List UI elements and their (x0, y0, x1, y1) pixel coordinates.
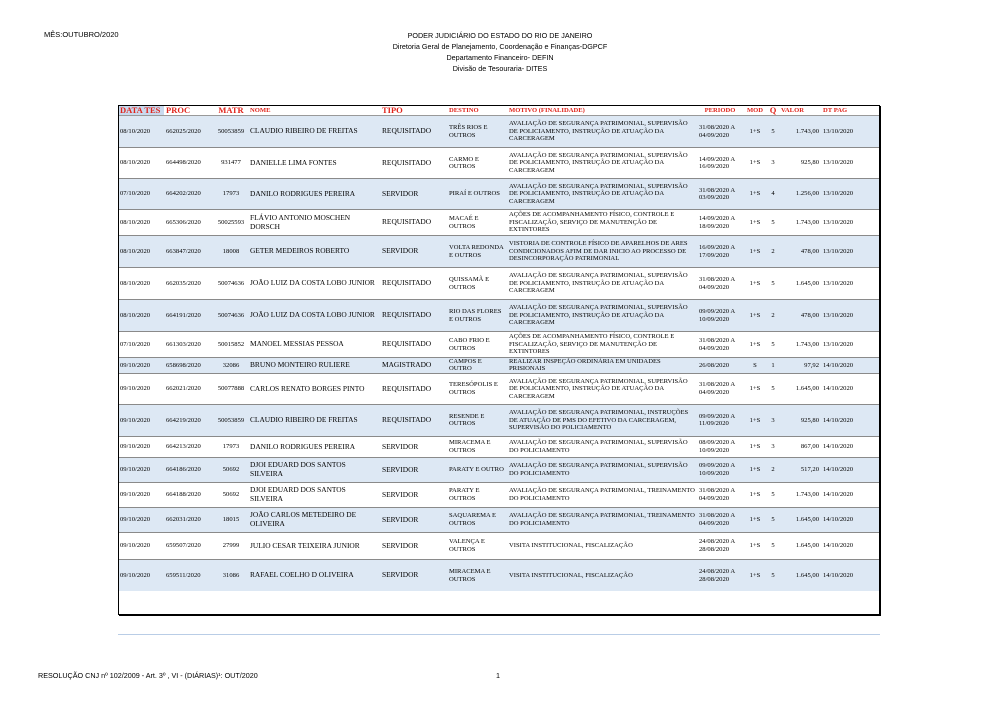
cell-tipo: SERVIDOR (380, 436, 447, 457)
cell-tipo: REQUISITADO (380, 148, 447, 179)
table-row (118, 300, 880, 332)
cell-nome: DANIELLE LIMA FONTES (248, 148, 380, 179)
cell-nome: DANILO RODRIGUES PEREIRA (248, 179, 380, 210)
cell-tipo: REQUISITADO (380, 300, 447, 332)
cell-tipo: REQUISITADO (380, 116, 447, 148)
table-row (118, 268, 880, 300)
cell-tipo: REQUISITADO (380, 373, 447, 404)
cell-proc: 664188/2020 (164, 482, 214, 507)
cell-destino: MACAÉ E OUTROS (447, 210, 507, 236)
cell-nome: MANOEL MESSIAS PESSOA (248, 332, 380, 358)
cell-matr: 18008 (214, 236, 248, 268)
cell-motivo: AVALIAÇÃO DE SEGURANÇA PATRIMONIAL, SUPERVISÃO DE POLICIAMENTO, INSTRUÇÃO DE ATUAÇÃO DA CARCERAGEM (507, 268, 697, 300)
cell-motivo: AVALIAÇÃO DE SEGURANÇA PATRIMONIAL, SUPERVISÃO DE POLICIAMENTO, INSTRUÇÃO DE ATUAÇÃO DA CARCERAGEM (507, 148, 697, 179)
cell-motivo: AÇÕES DE ACOMPANHAMENTO FÍSICO, CONTROLE E FISCALIZAÇÃO, SERVIÇO DE MANUTENÇÃO DE EXTINTORES (507, 210, 697, 236)
cell-tipo: SERVIDOR (380, 507, 447, 532)
cell-data-tes: 09/10/2020 (118, 457, 164, 482)
cell-matr: 31086 (214, 559, 248, 591)
footer-resolution: RESOLUÇÃO CNJ nº 102/2009 - Art. 3º , VI - (DIÁRIAS)¹: OUT/2020 (38, 671, 258, 680)
cell-mod: 1+S (743, 179, 767, 210)
col-header-matr: MATR (214, 105, 248, 116)
cell-destino: MIRACEMA E OUTROS (447, 559, 507, 591)
cell-mod: 1+S (743, 404, 767, 436)
cell-nome: JOÃO LUIZ DA COSTA LOBO JUNIOR (248, 300, 380, 332)
document-header (0, 30, 1000, 74)
cell-valor: 1.645,00 (779, 532, 821, 559)
cell-data-tes: 09/10/2020 (118, 532, 164, 559)
cell-matr: 50692 (214, 457, 248, 482)
month-label: MÊS:OUTUBRO/2020 (44, 30, 119, 39)
header-line-2: Diretoria Geral de Planejamento, Coordenação e Finanças-DGPCF (392, 42, 608, 51)
cell-data-tes: 08/10/2020 (118, 148, 164, 179)
cell-periodo: 31/08/2020 A 04/09/2020 (697, 507, 743, 532)
cell-mod: 1+S (743, 482, 767, 507)
cell-periodo: 31/08/2020 A 04/09/2020 (697, 482, 743, 507)
cell-matr: 50074636 (214, 300, 248, 332)
cell-tipo: MAGISTRADO (380, 358, 447, 374)
cell-destino: PIRAÍ E OUTROS (447, 179, 507, 210)
cell-data-tes: 09/10/2020 (118, 482, 164, 507)
cell-data-tes: 07/10/2020 (118, 179, 164, 210)
cell-q: 2 (767, 457, 779, 482)
cell-motivo: AVALIAÇÃO DE SEGURANÇA PATRIMONIAL, INSTRUÇÕES DE ATUAÇÃO DE PMS DO EFETIVO DA CARCERAGEM, SUPERVISÃO DO POLICIAMENTO (507, 404, 697, 436)
cell-matr: 17973 (214, 436, 248, 457)
cell-destino: RIO DAS FLORES E OUTROS (447, 300, 507, 332)
page-number: 1 (496, 671, 500, 680)
col-header-motivo: MOTIVO (FINALIDADE) (507, 105, 697, 116)
table-row (118, 210, 880, 236)
cell-destino: CABO FRIO E OUTROS (447, 332, 507, 358)
cell-periodo: 31/08/2020 A 04/09/2020 (697, 332, 743, 358)
col-header-nome: NOME (248, 105, 380, 116)
cell-nome: CARLOS RENATO BORGES PINTO (248, 373, 380, 404)
table-row (118, 559, 880, 591)
cell-q: 4 (767, 179, 779, 210)
cell-nome: CLAUDIO RIBEIRO DE FREITAS (248, 116, 380, 148)
cell-proc: 662035/2020 (164, 268, 214, 300)
table-row (118, 373, 880, 404)
cell-periodo: 31/08/2020 A 04/09/2020 (697, 268, 743, 300)
cell-nome: CLAUDIO RIBEIRO DE FREITAS (248, 404, 380, 436)
cell-mod: 1+S (743, 373, 767, 404)
cell-motivo: AVALIAÇÃO DE SEGURANÇA PATRIMONIAL, SUPERVISÃO DE POLICIAMENTO, INSTRUÇÃO DE ATUAÇÃO DA CARCERAGEM (507, 116, 697, 148)
cell-mod: 1+S (743, 210, 767, 236)
table-row (118, 482, 880, 507)
cell-motivo: AVALIAÇÃO DE SEGURANÇA PATRIMONIAL, TREINAMENTO DO POLICIAMENTO (507, 482, 697, 507)
cell-tipo: REQUISITADO (380, 332, 447, 358)
table-row (118, 236, 880, 268)
cell-valor: 1.743,00 (779, 332, 821, 358)
cell-mod: 1+S (743, 116, 767, 148)
cell-mod: 1+S (743, 332, 767, 358)
cell-q: 3 (767, 148, 779, 179)
col-header-q: Q (767, 105, 779, 116)
cell-destino: TERESÓPOLIS E OUTROS (447, 373, 507, 404)
cell-nome: GETER MEDEIROS ROBERTO (248, 236, 380, 268)
cell-q: 1 (767, 358, 779, 374)
cell-proc: 664219/2020 (164, 404, 214, 436)
cell-motivo: AVALIAÇÃO DE SEGURANÇA PATRIMONIAL, SUPERVISÃO DO POLICIAMENTO (507, 436, 697, 457)
cell-proc: 658698/2020 (164, 358, 214, 374)
cell-mod: 1+S (743, 300, 767, 332)
cell-motivo: AÇÕES DE ACOMPANHAMENTO FÍSICO, CONTROLE E FISCALIZAÇÃO, SERVIÇO DE MANUTENÇÃO DE EXTINTORES (507, 332, 697, 358)
cell-destino: PARATY E OUTROS (447, 482, 507, 507)
cell-matr: 931477 (214, 148, 248, 179)
col-header-mod: MOD (743, 105, 767, 116)
cell-data-tes: 07/10/2020 (118, 332, 164, 358)
cell-dt-pag: 14/10/2020 (821, 436, 880, 457)
cell-matr: 18015 (214, 507, 248, 532)
cell-periodo: 24/08/2020 A 28/08/2020 (697, 532, 743, 559)
table-row (118, 332, 880, 358)
cell-valor: 925,80 (779, 148, 821, 179)
cell-mod: S (743, 358, 767, 374)
cell-valor: 867,00 (779, 436, 821, 457)
cell-tipo: REQUISITADO (380, 268, 447, 300)
cell-proc: 662021/2020 (164, 373, 214, 404)
cell-valor: 478,00 (779, 236, 821, 268)
cell-proc: 659511/2020 (164, 559, 214, 591)
cell-valor: 1.256,00 (779, 179, 821, 210)
cell-mod: 1+S (743, 436, 767, 457)
cell-periodo: 14/09/2020 A 16/09/2020 (697, 148, 743, 179)
cell-dt-pag: 14/10/2020 (821, 482, 880, 507)
cell-proc: 664186/2020 (164, 457, 214, 482)
cell-data-tes: 09/10/2020 (118, 436, 164, 457)
cell-matr: 50077888 (214, 373, 248, 404)
cell-periodo: 09/09/2020 A 10/09/2020 (697, 457, 743, 482)
cell-nome: DANILO RODRIGUES PEREIRA (248, 436, 380, 457)
cell-periodo: 24/08/2020 A 28/08/2020 (697, 559, 743, 591)
cell-dt-pag: 13/10/2020 (821, 148, 880, 179)
table-row (118, 457, 880, 482)
cell-periodo: 31/08/2020 A 03/09/2020 (697, 179, 743, 210)
cell-nome: RAFAEL COELHO D OLIVEIRA (248, 559, 380, 591)
cell-motivo: AVALIAÇÃO DE SEGURANÇA PATRIMONIAL, SUPERVISÃO DO POLICIAMENTO (507, 457, 697, 482)
cell-proc: 662031/2020 (164, 507, 214, 532)
cell-dt-pag: 13/10/2020 (821, 268, 880, 300)
cell-nome: JOÃO CARLOS METEDEIRO DE OLIVEIRA (248, 507, 380, 532)
cell-data-tes: 08/10/2020 (118, 268, 164, 300)
cell-dt-pag: 13/10/2020 (821, 179, 880, 210)
table-header-row (118, 105, 880, 116)
cell-valor: 1.743,00 (779, 482, 821, 507)
cell-nome: FLÁVIO ANTONIO MOSCHEN DORSCH (248, 210, 380, 236)
cell-destino: CAMPOS E OUTRO (447, 358, 507, 374)
cell-matr: 50053859 (214, 116, 248, 148)
cell-q: 5 (767, 116, 779, 148)
col-header-destino: DESTINO (447, 105, 507, 116)
table-row (118, 532, 880, 559)
cell-data-tes: 09/10/2020 (118, 559, 164, 591)
cell-q: 5 (767, 532, 779, 559)
cell-tipo: SERVIDOR (380, 179, 447, 210)
cell-matr: 50025593 (214, 210, 248, 236)
cell-data-tes: 09/10/2020 (118, 358, 164, 374)
cell-dt-pag: 14/10/2020 (821, 358, 880, 374)
table-row (118, 436, 880, 457)
diarias-table-wrapper (118, 105, 880, 591)
cell-periodo: 14/09/2020 A 18/09/2020 (697, 210, 743, 236)
cell-q: 5 (767, 559, 779, 591)
cell-proc: 664498/2020 (164, 148, 214, 179)
cell-mod: 1+S (743, 236, 767, 268)
col-header-periodo: PERIODO (697, 105, 743, 116)
cell-proc: 661303/2020 (164, 332, 214, 358)
table-row (118, 116, 880, 148)
cell-destino: PARATY E OUTRO (447, 457, 507, 482)
cell-dt-pag: 14/10/2020 (821, 532, 880, 559)
cell-proc: 664202/2020 (164, 179, 214, 210)
header-line-1: PODER JUDICIÁRIO DO ESTADO DO RIO DE JANEIRO (407, 31, 593, 40)
cell-matr: 32086 (214, 358, 248, 374)
cell-destino: MIRACEMA E OUTROS (447, 436, 507, 457)
cell-matr: 50074636 (214, 268, 248, 300)
cell-dt-pag: 14/10/2020 (821, 457, 880, 482)
cell-motivo: REALIZAR INSPEÇÃO ORDINÁRIA EM UNIDADES PRISIONAIS (507, 358, 697, 374)
cell-proc: 664191/2020 (164, 300, 214, 332)
cell-q: 2 (767, 300, 779, 332)
cell-valor: 1.743,00 (779, 116, 821, 148)
col-header-proc: PROC (164, 105, 214, 116)
cell-valor: 1.743,00 (779, 210, 821, 236)
footer-divider (118, 634, 880, 635)
cell-periodo: 26/08/2020 (697, 358, 743, 374)
cell-proc: 659507/2020 (164, 532, 214, 559)
cell-motivo: VISITA INSTITUCIONAL, FISCALIZAÇÃO (507, 559, 697, 591)
cell-nome: DJOI EDUARD DOS SANTOS SILVEIRA (248, 482, 380, 507)
cell-matr: 50015852 (214, 332, 248, 358)
cell-q: 3 (767, 404, 779, 436)
cell-data-tes: 08/10/2020 (118, 236, 164, 268)
cell-valor: 1.645,00 (779, 268, 821, 300)
cell-dt-pag: 13/10/2020 (821, 236, 880, 268)
cell-destino: QUISSAMÃ E OUTROS (447, 268, 507, 300)
cell-q: 5 (767, 332, 779, 358)
cell-tipo: SERVIDOR (380, 482, 447, 507)
cell-data-tes: 09/10/2020 (118, 507, 164, 532)
cell-mod: 1+S (743, 559, 767, 591)
cell-mod: 1+S (743, 268, 767, 300)
cell-destino: TRÊS RIOS E OUTROS (447, 116, 507, 148)
cell-nome: BRUNO MONTEIRO RULIERE (248, 358, 380, 374)
table-row (118, 507, 880, 532)
cell-nome: JULIO CESAR TEIXEIRA JUNIOR (248, 532, 380, 559)
cell-destino: VOLTA REDONDA E OUTROS (447, 236, 507, 268)
cell-valor: 1.645,00 (779, 507, 821, 532)
cell-destino: VALENÇA E OUTROS (447, 532, 507, 559)
cell-dt-pag: 13/10/2020 (821, 210, 880, 236)
cell-motivo: AVALIAÇÃO DE SEGURANÇA PATRIMONIAL, SUPERVISÃO DE POLICIAMENTO, INSTRUÇÃO DE ATUAÇÃO DA CARCERAGEM (507, 300, 697, 332)
cell-motivo: AVALIAÇÃO DE SEGURANÇA PATRIMONIAL, SUPERVISÃO DE POLICIAMENTO, INSTRUÇÃO DE ATUAÇÃO DA CARCERAGEM (507, 373, 697, 404)
cell-q: 3 (767, 436, 779, 457)
cell-destino: CARMO E OUTROS (447, 148, 507, 179)
col-header-tipo: TIPO (380, 105, 447, 116)
cell-valor: 1.645,00 (779, 559, 821, 591)
cell-valor: 478,00 (779, 300, 821, 332)
cell-tipo: REQUISITADO (380, 210, 447, 236)
cell-valor: 517,20 (779, 457, 821, 482)
header-line-4: Divisão de Tesouraria- DITES (452, 64, 548, 73)
table-row (118, 358, 880, 374)
col-header-dt-pag: DT PAG (821, 105, 880, 116)
cell-dt-pag: 14/10/2020 (821, 559, 880, 591)
cell-matr: 50053859 (214, 404, 248, 436)
diarias-table (118, 105, 880, 591)
cell-nome: JOÃO LUIZ DA COSTA LOBO JUNIOR (248, 268, 380, 300)
col-header-valor: VALOR (779, 105, 821, 116)
cell-valor: 1.645,00 (779, 373, 821, 404)
table-row (118, 179, 880, 210)
cell-valor: 925,80 (779, 404, 821, 436)
cell-q: 5 (767, 268, 779, 300)
cell-dt-pag: 13/10/2020 (821, 300, 880, 332)
cell-q: 5 (767, 507, 779, 532)
cell-valor: 97,92 (779, 358, 821, 374)
cell-data-tes: 08/10/2020 (118, 210, 164, 236)
cell-data-tes: 08/10/2020 (118, 116, 164, 148)
cell-q: 5 (767, 210, 779, 236)
cell-motivo: VISTORIA DE CONTROLE FÍSICO DE APARELHOS DE ARES CONDICIONADOS AFIM DE DAR INICIO AO PROCESSO DE DESINCORPORAÇÃO PATRIMONIAL (507, 236, 697, 268)
cell-q: 2 (767, 236, 779, 268)
cell-motivo: AVALIAÇÃO DE SEGURANÇA PATRIMONIAL, SUPERVISÃO DE POLICIAMENTO, INSTRUÇÃO DE ATUAÇÃO DA CARCERAGEM (507, 179, 697, 210)
cell-destino: SAQUAREMA E OUTROS (447, 507, 507, 532)
cell-dt-pag: 14/10/2020 (821, 404, 880, 436)
cell-proc: 663847/2020 (164, 236, 214, 268)
cell-matr: 27999 (214, 532, 248, 559)
cell-dt-pag: 13/10/2020 (821, 116, 880, 148)
table-body (118, 116, 880, 592)
cell-proc: 665306/2020 (164, 210, 214, 236)
cell-dt-pag: 14/10/2020 (821, 373, 880, 404)
col-header-data-tes: DATA TES (118, 105, 164, 116)
cell-q: 5 (767, 482, 779, 507)
cell-tipo: SERVIDOR (380, 559, 447, 591)
cell-periodo: 31/08/2020 A 04/09/2020 (697, 116, 743, 148)
cell-tipo: SERVIDOR (380, 457, 447, 482)
cell-dt-pag: 14/10/2020 (821, 507, 880, 532)
cell-destino: RESENDE E OUTROS (447, 404, 507, 436)
cell-q: 5 (767, 373, 779, 404)
table-row (118, 148, 880, 179)
table-row (118, 404, 880, 436)
cell-periodo: 09/09/2020 A 10/09/2020 (697, 300, 743, 332)
cell-tipo: SERVIDOR (380, 532, 447, 559)
cell-motivo: VISITA INSTITUCIONAL, FISCALIZAÇÃO (507, 532, 697, 559)
cell-periodo: 16/09/2020 A 17/09/2020 (697, 236, 743, 268)
cell-mod: 1+S (743, 507, 767, 532)
cell-tipo: REQUISITADO (380, 404, 447, 436)
cell-nome: DJOI EDUARD DOS SANTOS SILVEIRA (248, 457, 380, 482)
cell-tipo: SERVIDOR (380, 236, 447, 268)
cell-mod: 1+S (743, 457, 767, 482)
cell-matr: 17973 (214, 179, 248, 210)
cell-data-tes: 09/10/2020 (118, 373, 164, 404)
cell-proc: 664213/2020 (164, 436, 214, 457)
cell-data-tes: 09/10/2020 (118, 404, 164, 436)
cell-periodo: 31/08/2020 A 04/09/2020 (697, 373, 743, 404)
cell-dt-pag: 13/10/2020 (821, 332, 880, 358)
cell-periodo: 08/09/2020 A 10/09/2020 (697, 436, 743, 457)
cell-matr: 50692 (214, 482, 248, 507)
header-line-3: Departamento Financeiro- DEFIN (446, 53, 554, 62)
cell-mod: 1+S (743, 532, 767, 559)
cell-motivo: AVALIAÇÃO DE SEGURANÇA PATRIMONIAL, TREINAMENTO DO POLICIAMENTO (507, 507, 697, 532)
cell-proc: 662025/2020 (164, 116, 214, 148)
cell-periodo: 09/09/2020 A 11/09/2020 (697, 404, 743, 436)
cell-data-tes: 08/10/2020 (118, 300, 164, 332)
cell-mod: 1+S (743, 148, 767, 179)
